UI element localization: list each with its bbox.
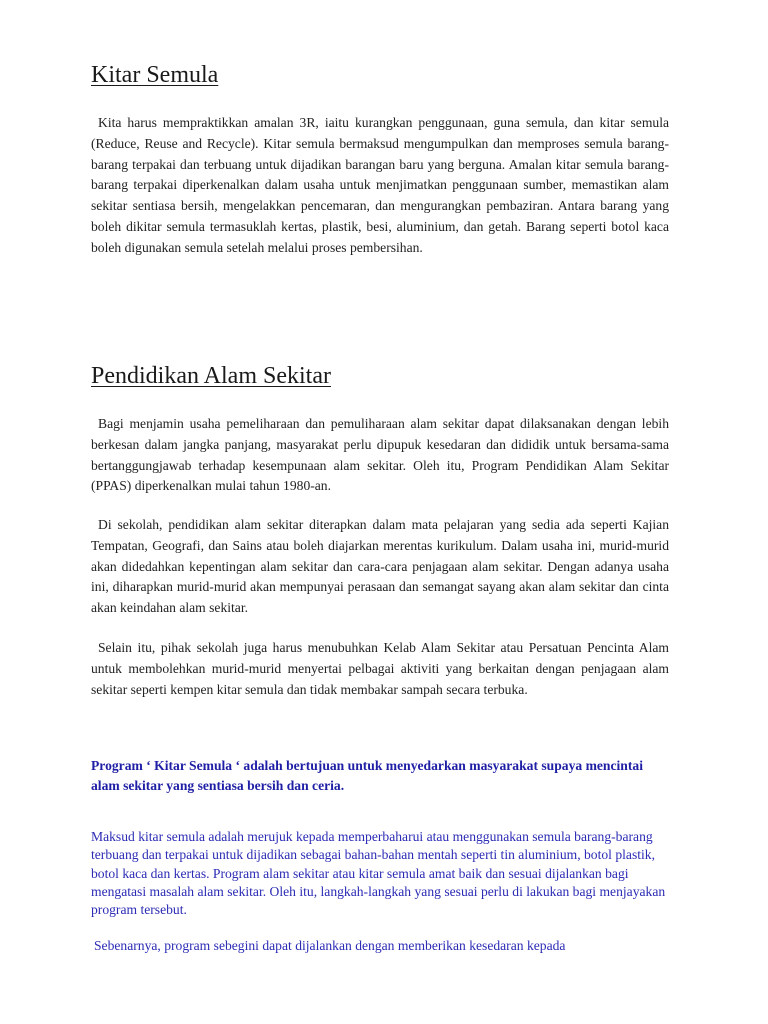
paragraph-di-sekolah: Di sekolah, pendidikan alam sekitar diterapkan dalam mata pelajaran yang sedia ada seperti Kajian Tempatan, Geografi, dan Sains atau boleh diajarkan merentas kurikulum. Dalam usaha ini, murid-murid akan didedahkan kepentingan alam sekitar dan cara-cara penjagaan alam sekitar. Dengan adanya usaha ini, diharapkan murid-murid akan mempunyai perasaan dan semangat sayang akan alam sekitar dan cinta akan keindahan alam sekitar. bbox=[91, 517, 669, 616]
paragraph-maksud-kitar-semula: Maksud kitar semula adalah merujuk kepada memperbaharui atau menggunakan semula barang-barang terbuang dan terpakai untuk dijadikan sebagai bahan-bahan mentah seperti tin aluminium, botol plastik, botol kaca dan kertas. Program alam sekitar atau kitar semula amat baik dan sesuai dijalankan bagi mengatasi masalah alam sekitar. Oleh itu, langkah-langkah yang sesuai perlu di lakukan bagi menjayakan program tersebut. bbox=[91, 829, 666, 918]
program-statement: Program ‘ Kitar Semula ‘ adalah bertujuan untuk menyedarkan masyarakat supaya mencintai alam sekitar yang sentiasa bersih dan ceria. bbox=[91, 758, 643, 793]
paragraph-ppas-intro: Bagi menjamin usaha pemeliharaan dan pemuliharaan alam sekitar dapat dilaksanakan dengan lebih berkesan dalam jangka panjang, masyarakat perlu dipupuk kesedaran dan dididik untuk bersama-sama bertanggungjawab terhadap kesempunaan alam sekitar. Oleh itu, Program Pendidikan Alam Sekitar (PPAS) diperkenalkan mulai tahun 1980-an. bbox=[91, 416, 669, 494]
paragraph-sebenarnya: Sebenarnya, program sebegini dapat dijalankan dengan memberikan kesedaran kepada bbox=[94, 938, 566, 953]
paragraph-kelab-alam-sekitar: Selain itu, pihak sekolah juga harus menubuhkan Kelab Alam Sekitar atau Persatuan Pencinta Alam untuk membolehkan murid-murid menyertai pelbagai aktiviti yang berkaitan dengan penjagaan alam sekitar seperti kempen kitar semula dan tidak membakar sampah secara terbuka. bbox=[91, 640, 669, 697]
section-title-pendidikan-alam-sekitar: Pendidikan Alam Sekitar bbox=[91, 363, 331, 389]
paragraph-kitar-semula: Kita harus mempraktikkan amalan 3R, iaitu kurangkan penggunaan, guna semula, dan kitar semula (Reduce, Reuse and Recycle). Kitar semula bermaksud mengumpulkan dan memproses semula barang-barang terpakai dan terbuang untuk dijadikan barangan baru yang berguna. Amalan kitar semula barang-barang terpakai diperkenalkan dalam usaha untuk menjimatkan penggunaan sumber, memastikan alam sekitar sentiasa bersih, mengelakkan pencemaran, dan mengurangkan pembaziran. Antara barang yang boleh dikitar semula termasuklah kertas, plastik, besi, aluminium, dan getah. Barang seperti botol kaca boleh digunakan semula setelah melalui proses pembersihan. bbox=[91, 115, 669, 255]
section-title-kitar-semula: Kitar Semula bbox=[91, 62, 219, 88]
